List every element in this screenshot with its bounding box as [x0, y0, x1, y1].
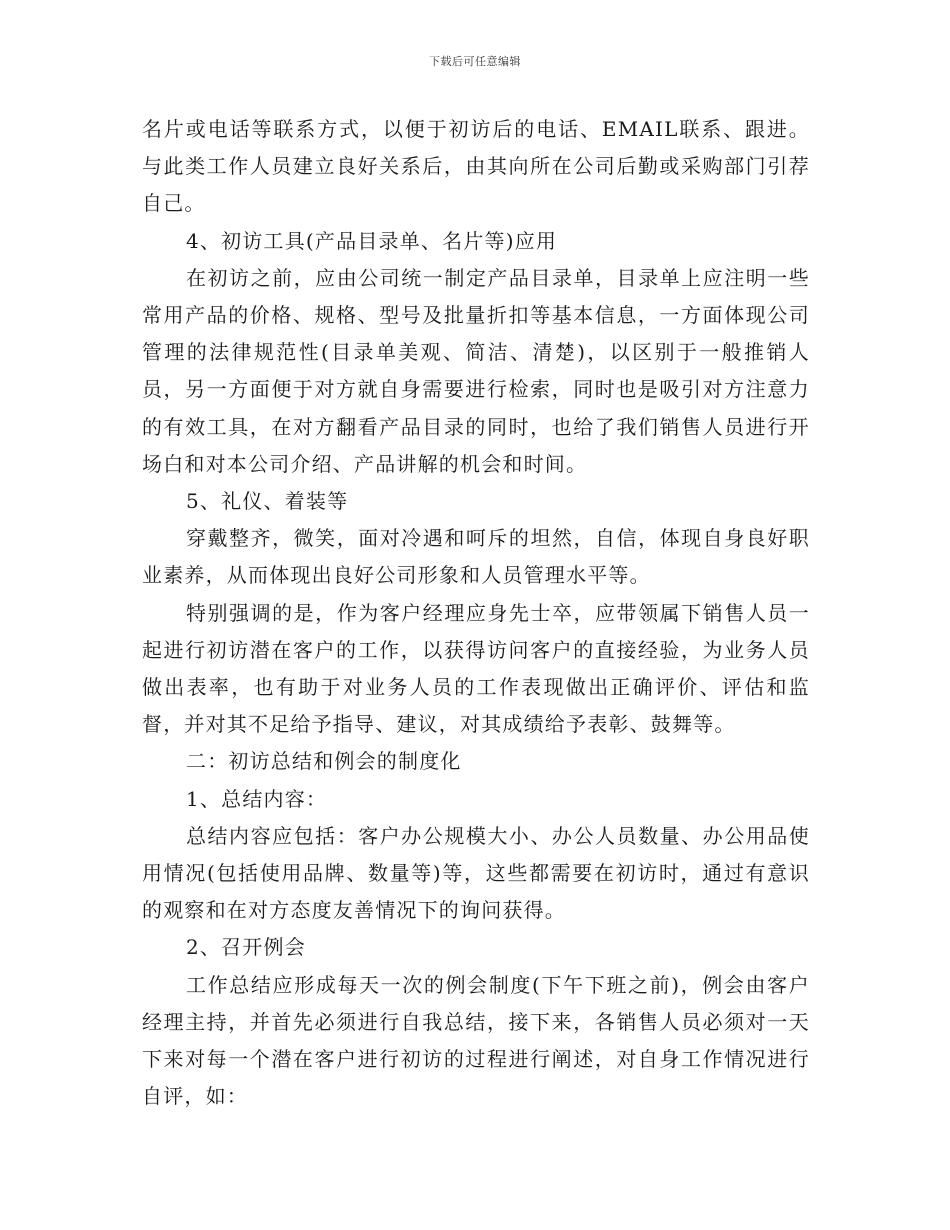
heading-summary-content: 1、总结内容： [186, 786, 328, 811]
paragraph-manager-emphasis: 特别强调的是，作为客户经理应身先士卒，应带领属下销售人员一起进行初访潜在客户的工作，以获得访问客户的直接经验，为业务人员做出表率，也有助于对业务人员的工作表现做出正确评价、评估和监督，并对其不足给予指导、建议，对其成绩给予表彰、鼓舞等。 [142, 600, 810, 737]
heading-hold-meeting: 2、召开例会 [186, 935, 306, 960]
paragraph-dress-code: 穿戴整齐，微笑，面对冷遇和呵斥的坦然，自信，体现自身良好职业素养，从而体现出良好公司形象和人员管理水平等。 [142, 526, 810, 588]
paragraph-meeting-system: 工作总结应形成每天一次的例会制度(下午下班之前)，例会由客户经理主持，并首先必须进行自我总结，接下来，各销售人员必须对一天下来对每一个潜在客户进行初访的过程进行阐述，对自身工作情况进行自评，如： [142, 972, 810, 1109]
paragraph-product-catalog: 在初访之前，应由公司统一制定产品目录单，目录单上应注明一些常用产品的价格、规格、型号及批量折扣等基本信息，一方面体现公司管理的法律规范性(目录单美观、简洁、清楚)，以区别于一般推销人员，另一方面便于对方就自身需要进行检索，同时也是吸引对方注意力的有效工具，在对方翻看产品目录的同时，也给了我们销售人员进行开场白和对本公司介绍、产品讲解的机会和时间。 [142, 265, 810, 476]
heading-initial-visit-tools: 4、初访工具(产品目录单、名片等)应用 [186, 228, 558, 253]
paragraph-contact-info: 名片或电话等联系方式，以便于初访后的电话、EMAIL联系、跟进。与此类工作人员建立良好关系后，由其向所在公司后勤或采购部门引荐自己。 [142, 117, 810, 216]
page-header: 下载后可任意编辑 [429, 55, 521, 68]
heading-summary-system: 二：初访总结和例会的制度化 [186, 749, 462, 774]
paragraph-summary-content: 总结内容应包括：客户办公规模大小、办公人员数量、办公用品使用情况(包括使用品牌、数量等)等，这些都需要在初访时，通过有意识的观察和在对方态度友善情况下的询问获得。 [142, 823, 810, 923]
document-body [142, 111, 810, 1115]
heading-etiquette: 5、礼仪、着装等 [186, 489, 349, 514]
